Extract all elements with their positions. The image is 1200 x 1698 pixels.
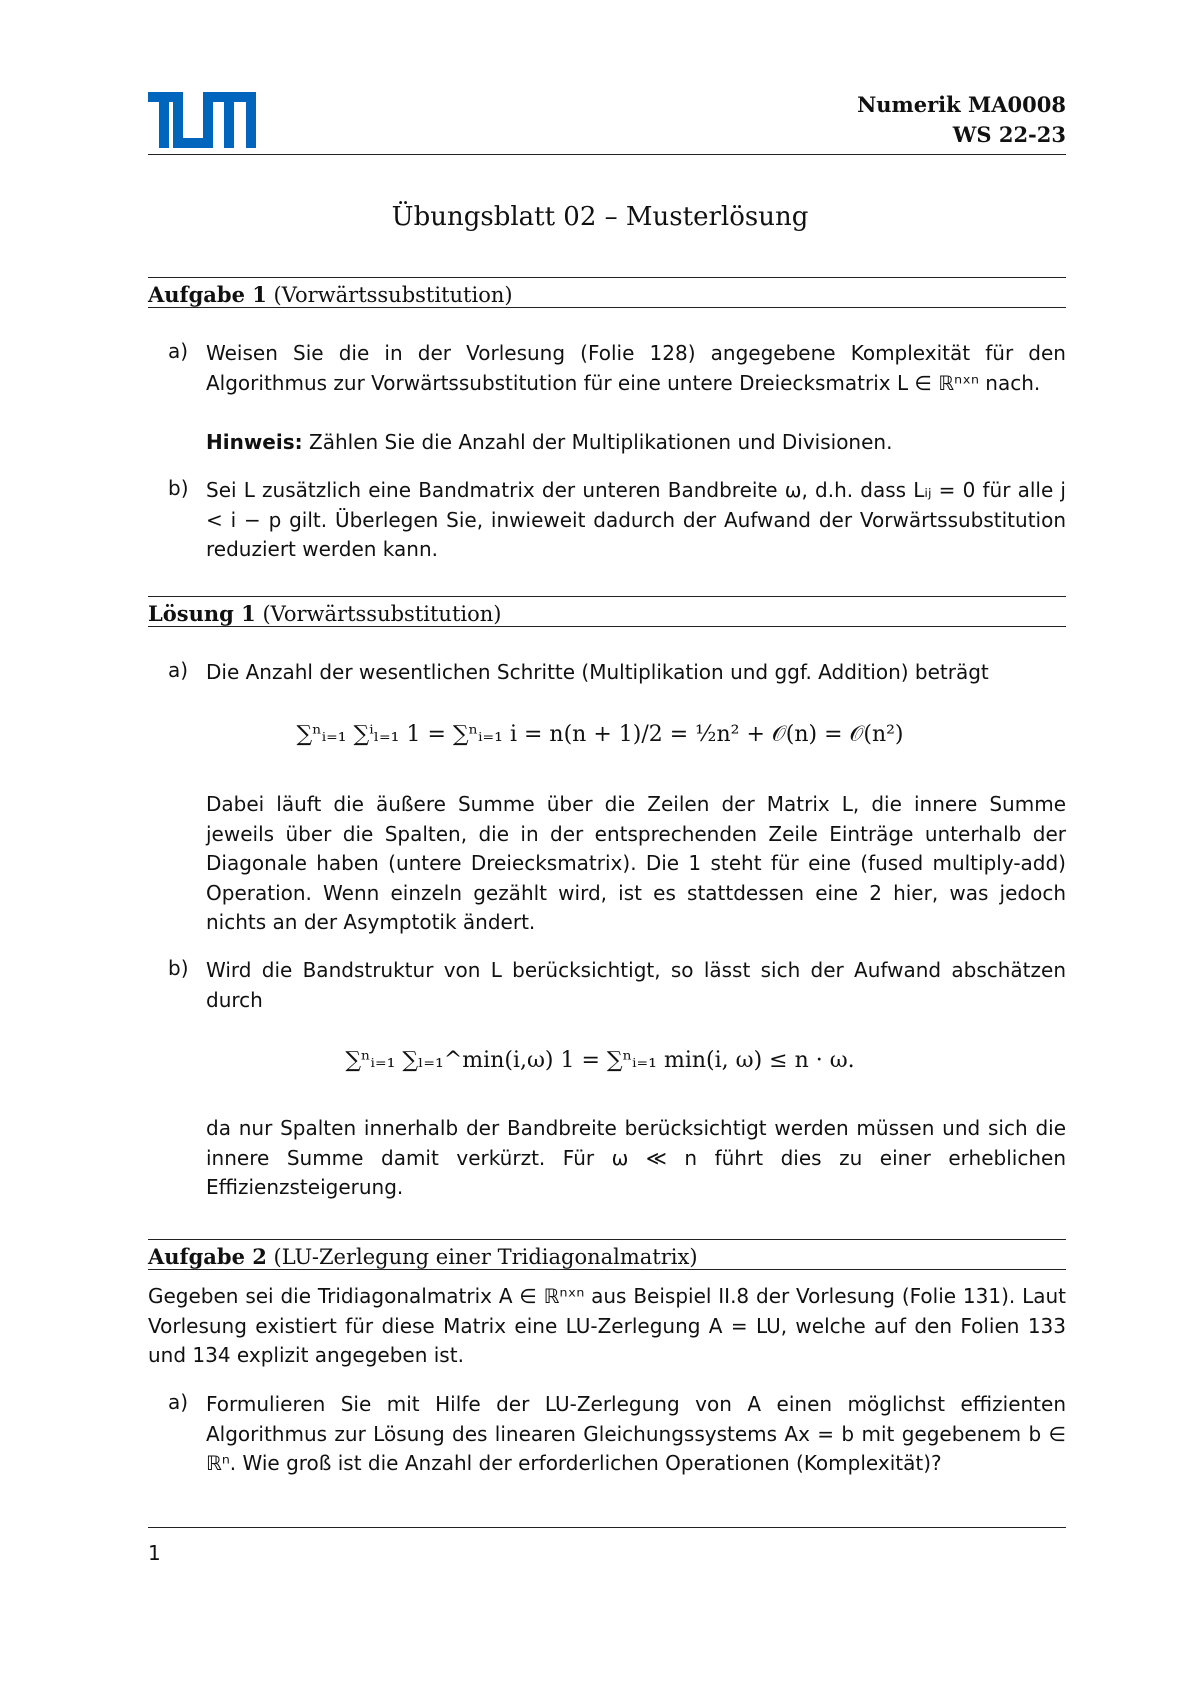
section-rule-bottom [148, 1269, 1066, 1270]
footer-rule [148, 1527, 1066, 1528]
section-rule-top [148, 596, 1066, 597]
task1-b-label: b) [168, 476, 189, 500]
solution1-a-text: Die Anzahl der wesentlichen Schritte (Multiplikation und ggf. Addition) beträgt [206, 660, 989, 684]
task2-a-text: Formulieren Sie mit Hilfe der LU-Zerlegung von A einen möglichst effizienten Algorithmus zur Lösung des linearen Gleichungssystems Ax = b mit gegebenem b ∈ ℝⁿ. Wie groß ist die Anzahl der erforderlichen Operationen (Komplexität)? [206, 1392, 1066, 1475]
solution1-heading-bold: Lösung 1 [148, 601, 256, 626]
page-number: 1 [148, 1541, 161, 1565]
header-rule [148, 154, 1066, 155]
solution1-b-formula: ∑ⁿᵢ₌₁ ∑ₗ₌₁^min(i,ω) 1 = ∑ⁿᵢ₌₁ min(i, ω) ≤ n · ω. [345, 1048, 855, 1073]
task1-a-text: Weisen Sie die in der Vorlesung (Folie 128) angegebene Komplexität für den Algorithmus zur Vorwärtssubstitution für eine untere Dreiecksmatrix L ∈ ℝⁿˣⁿ nach. [206, 341, 1066, 395]
solution1-a-label: a) [168, 658, 189, 682]
task1-a-label: a) [168, 339, 189, 363]
task2-heading-rest: (LU-Zerlegung einer Tridiagonalmatrix) [273, 1245, 698, 1269]
task1-heading [148, 282, 513, 307]
hint-text: Zählen Sie die Anzahl der Multiplikationen und Divisionen. [309, 430, 893, 454]
task1-heading-bold: Aufgabe 1 [148, 282, 267, 307]
tum-logo [148, 92, 256, 148]
solution1-b-text: Wird die Bandstruktur von L berücksichtigt, so lässt sich der Aufwand abschätzen durch [206, 958, 1066, 1012]
course-label: Numerik MA0008 [857, 92, 1066, 117]
solution1-b-label: b) [168, 956, 189, 980]
section-rule-bottom [148, 307, 1066, 308]
section-rule-bottom [148, 626, 1066, 627]
solution1-heading [148, 601, 501, 626]
term-label: WS 22-23 [952, 122, 1066, 147]
task2-heading [148, 1244, 698, 1269]
task1-heading-rest: (Vorwärtssubstitution) [273, 283, 513, 307]
solution1-b-explanation: da nur Spalten innerhalb der Bandbreite berücksichtigt werden müssen und sich die innere Summe damit verkürzt. Für ω ≪ n führt dies zu einer erheblichen Effizienzsteigerung. [206, 1116, 1066, 1199]
section-rule-top [148, 1239, 1066, 1240]
hint-bold: Hinweis: [206, 430, 303, 454]
task2-a-label: a) [168, 1390, 189, 1414]
task2-intro: Gegeben sei die Tridiagonalmatrix A ∈ ℝⁿˣⁿ aus Beispiel II.8 der Vorlesung (Folie 131). Laut Vorlesung existiert für diese Matrix eine LU-Zerlegung A = LU, welche auf den Folien 133 und 134 explizit angegeben ist. [148, 1284, 1066, 1367]
solution1-a-explanation: Dabei läuft die äußere Summe über die Zeilen der Matrix L, die innere Summe jeweils über die Spalten, die in der entsprechenden Zeile Einträge unterhalb der Diagonale haben (untere Dreiecksmatrix). Die 1 steht für eine (fused multiply-add) Operation. Wenn einzeln gezählt wird, ist es stattdessen eine 2 hier, was jedoch nichts an der Asymptotik ändert. [206, 792, 1066, 934]
solution1-a-formula: ∑ⁿᵢ₌₁ ∑ⁱₗ₌₁ 1 = ∑ⁿᵢ₌₁ i = n(n + 1)/2 = ½n² + 𝒪(n) = 𝒪(n²) [296, 722, 904, 747]
solution1-heading-rest: (Vorwärtssubstitution) [262, 602, 502, 626]
task1-b-text: Sei L zusätzlich eine Bandmatrix der unteren Bandbreite ω, d.h. dass Lᵢⱼ = 0 für alle j < i − p gilt. Überlegen Sie, inwieweit dadurch der Aufwand der Vorwärtssubstitution reduziert werden kann. [206, 478, 1066, 561]
task1-hint [206, 428, 1066, 458]
page-title: Übungsblatt 02 – Musterlösung [391, 202, 809, 232]
section-rule-top [148, 277, 1066, 278]
task2-heading-bold: Aufgabe 2 [148, 1244, 267, 1269]
